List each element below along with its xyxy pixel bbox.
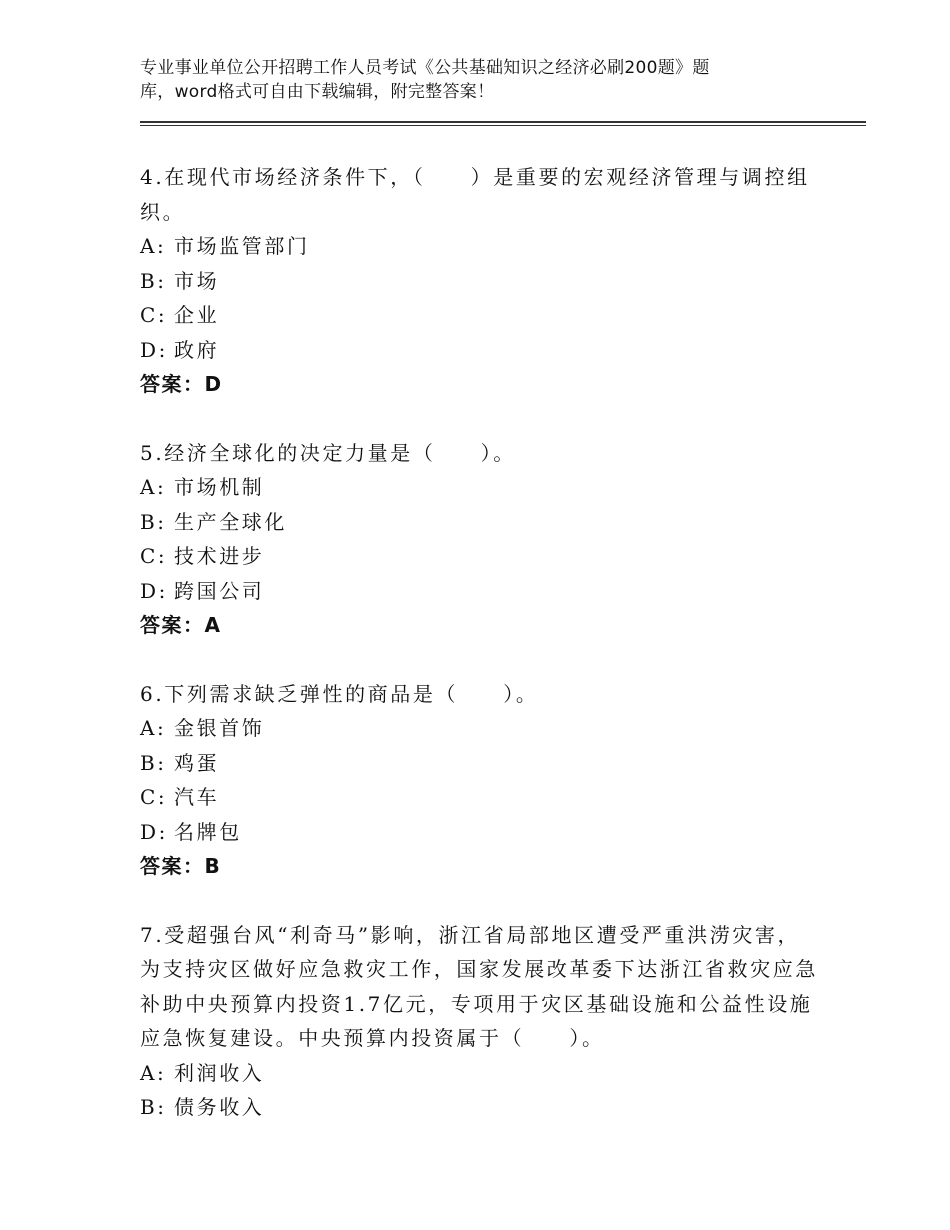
option-letter: B: [140, 1095, 167, 1119]
option-text: 鸡蛋 [174, 750, 220, 775]
option-c [140, 298, 820, 333]
question-stem [140, 436, 820, 471]
option-b [140, 264, 820, 299]
option-letter: B: [140, 509, 167, 534]
option-letter: A: [140, 234, 167, 258]
answer-label: 答案：A [140, 613, 222, 637]
option-text: 利润收入 [174, 1060, 265, 1085]
question-stem [140, 160, 820, 229]
question-stem-line: 4.在现代市场经济条件下，（ ）是重要的宏观经济管理与调控组 [140, 165, 810, 189]
question-stem-line: 6.下列需求缺乏弹性的商品是（ ）。 [140, 681, 539, 706]
option-text: 名牌包 [174, 819, 242, 844]
header-title-line-1: 专业事业单位公开招聘工作人员考试《公共基础知识之经济必刷200题》题 [140, 58, 710, 78]
option-text: 市场 [174, 268, 220, 293]
question-stem-line: 7.受超强台风“利奇马”影响，浙江省局部地区遭受严重洪涝灾害， [140, 922, 801, 947]
option-a [140, 711, 820, 746]
option-letter: D: [140, 337, 168, 362]
option-letter: D: [140, 578, 168, 603]
option-c [140, 539, 820, 574]
option-b [140, 746, 820, 781]
option-text: 企业 [174, 303, 220, 327]
option-b [140, 505, 820, 540]
option-a [140, 470, 820, 505]
option-text: 技术进步 [174, 544, 265, 568]
option-letter: D: [140, 819, 168, 844]
header-divider-thick [140, 121, 866, 123]
option-letter: C: [140, 785, 168, 809]
header-title-line-2: 库，word格式可自由下载编辑，附完整答案！ [140, 82, 495, 102]
question-item [140, 160, 820, 402]
option-letter: C: [140, 544, 168, 568]
option-a [140, 1056, 820, 1091]
option-text: 政府 [174, 337, 220, 362]
option-text: 金银首饰 [174, 716, 265, 740]
option-text: 生产全球化 [174, 509, 287, 534]
answer-label: 答案：B [140, 854, 222, 878]
option-letter: B: [140, 268, 167, 293]
option-text: 市场监管部门 [174, 234, 310, 258]
option-letter: A: [140, 716, 167, 740]
option-text: 债务收入 [174, 1095, 265, 1119]
question-stem-line: 织。 [140, 199, 186, 224]
answer-label: 答案：D [140, 372, 223, 396]
option-d [140, 333, 820, 368]
option-letter: C: [140, 303, 168, 327]
option-a [140, 229, 820, 264]
option-letter: A: [140, 475, 167, 499]
question-stem-line: 应急恢复建设。中央预算内投资属于（ ）。 [140, 1026, 605, 1050]
option-d [140, 574, 820, 609]
question-item [140, 436, 820, 643]
option-letter: A: [140, 1060, 167, 1085]
option-text: 市场机制 [174, 475, 265, 499]
question-stem [140, 677, 820, 712]
question-stem [140, 918, 820, 1056]
header-divider-thin [140, 125, 866, 126]
option-text: 汽车 [174, 785, 220, 809]
option-c [140, 780, 820, 815]
option-b [140, 1090, 820, 1125]
option-text: 跨国公司 [174, 578, 265, 603]
document-header [140, 56, 770, 104]
question-stem-line: 补助中央预算内投资1.7亿元，专项用于灾区基础设施和公益性设施 [140, 991, 813, 1016]
question-stem-line: 5.经济全球化的决定力量是（ ）。 [140, 440, 516, 465]
question-list [140, 160, 820, 1159]
question-stem-line: 为支持灾区做好应急救灾工作，国家发展改革委下达浙江省救灾应急 [140, 957, 818, 981]
option-d [140, 815, 820, 850]
option-letter: B: [140, 750, 167, 775]
question-item [140, 677, 820, 884]
question-item [140, 918, 820, 1125]
